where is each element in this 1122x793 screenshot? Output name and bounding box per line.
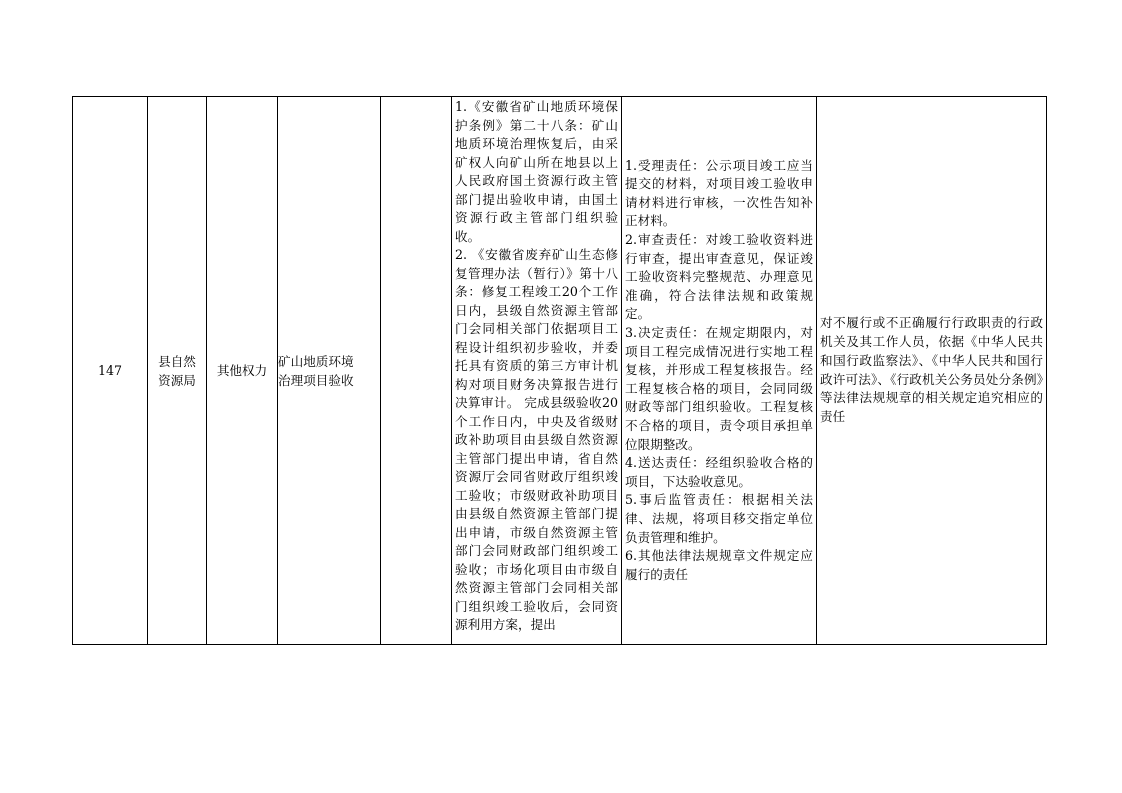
duty-item: 5.事后监管责任：根据相关法律、法规，将项目移交指定单位负责管理和维护。 bbox=[625, 492, 813, 545]
duties-cell bbox=[622, 97, 817, 645]
item-name-cell bbox=[278, 97, 381, 645]
sub-item-cell bbox=[381, 97, 452, 645]
item-name-line: 治理项目验收 bbox=[278, 372, 354, 388]
duty-item: 3.决定责任：在规定期限内，对项目工程完成情况进行实地工程复核，并形成工程复核报告。经工程复核合格的项目，会同同级财政等部门组织验收。工程复核不合格的项目，责令项目承担单位限期整改。 bbox=[625, 325, 813, 452]
duties-text bbox=[622, 157, 816, 585]
duty-item: 6.其他法律法规规章文件规定应履行的责任 bbox=[625, 548, 813, 582]
table-row bbox=[73, 97, 1047, 645]
item-number-cell bbox=[73, 97, 148, 645]
department-line: 县自然 bbox=[158, 353, 196, 369]
legal-basis-paragraph: 2. 《安徽省废弃矿山生态修复管理办法（暂行）》第十八条：修复工程竣工20个工作日内，县级自然资源主管部门会同相关部门依据项目工程设计组织初步验收，并委托具有资质的第三方审计机构对项目财务决算报告进行决算审计。 完成县级验收20个工作日内，中央及省级财政补助项目由县级自然资源主管部门提出申请，省自然资源厅会同省财政厅组织竣工验收；市级财政补助项目由县级自然资源主管部门提出申请，市级自然资源主管部门会同财政部门组织竣工验收；市场化项目由市级自然资源主管部门会同相关部门组织竣工验收后，会同资源利用方案，提出 bbox=[455, 247, 618, 632]
duty-item: 2.审查责任：对竣工验收资料进行审查，提出审查意见，保证竣工验收资料完整规范、办理意见准确，符合法律法规和政策规定。 bbox=[625, 232, 813, 322]
duty-item: 1.受理责任：公示项目竣工应当提交的材料，对项目竣工验收申请材料进行审核，一次性告知补正材料。 bbox=[625, 157, 813, 229]
duty-item: 4.送达责任：经组织验收合格的项目，下达验收意见。 bbox=[625, 455, 813, 489]
power-type: 其他权力 bbox=[216, 363, 268, 378]
accountability-cell bbox=[817, 97, 1047, 645]
power-list-table bbox=[72, 96, 1047, 645]
item-name-line: 矿山地质环境 bbox=[278, 353, 354, 369]
department-line: 资源局 bbox=[158, 372, 196, 388]
accountability-text: 对不履行或不正确履行行政职责的行政机关及其工作人员，依据《中华人民共和国行政监察法》、《中华人民共和国行政许可法》、《行政机关公务员处分条例》等法律法规规章的相关规定追究相应的责任 bbox=[820, 315, 1043, 425]
item-number: 147 bbox=[97, 363, 123, 378]
legal-basis-text bbox=[452, 97, 621, 644]
power-type-cell bbox=[207, 97, 278, 645]
department-cell bbox=[148, 97, 207, 645]
legal-basis-cell bbox=[452, 97, 622, 645]
legal-basis-paragraph: 1.《安徽省矿山地质环境保护条例》第二十八条：矿山地质环境治理恢复后，由采矿权人向矿山所在地县以上人民政府国土资源行政主管部门提出验收申请，由国土资源行政主管部门组织验收。 bbox=[455, 99, 618, 244]
